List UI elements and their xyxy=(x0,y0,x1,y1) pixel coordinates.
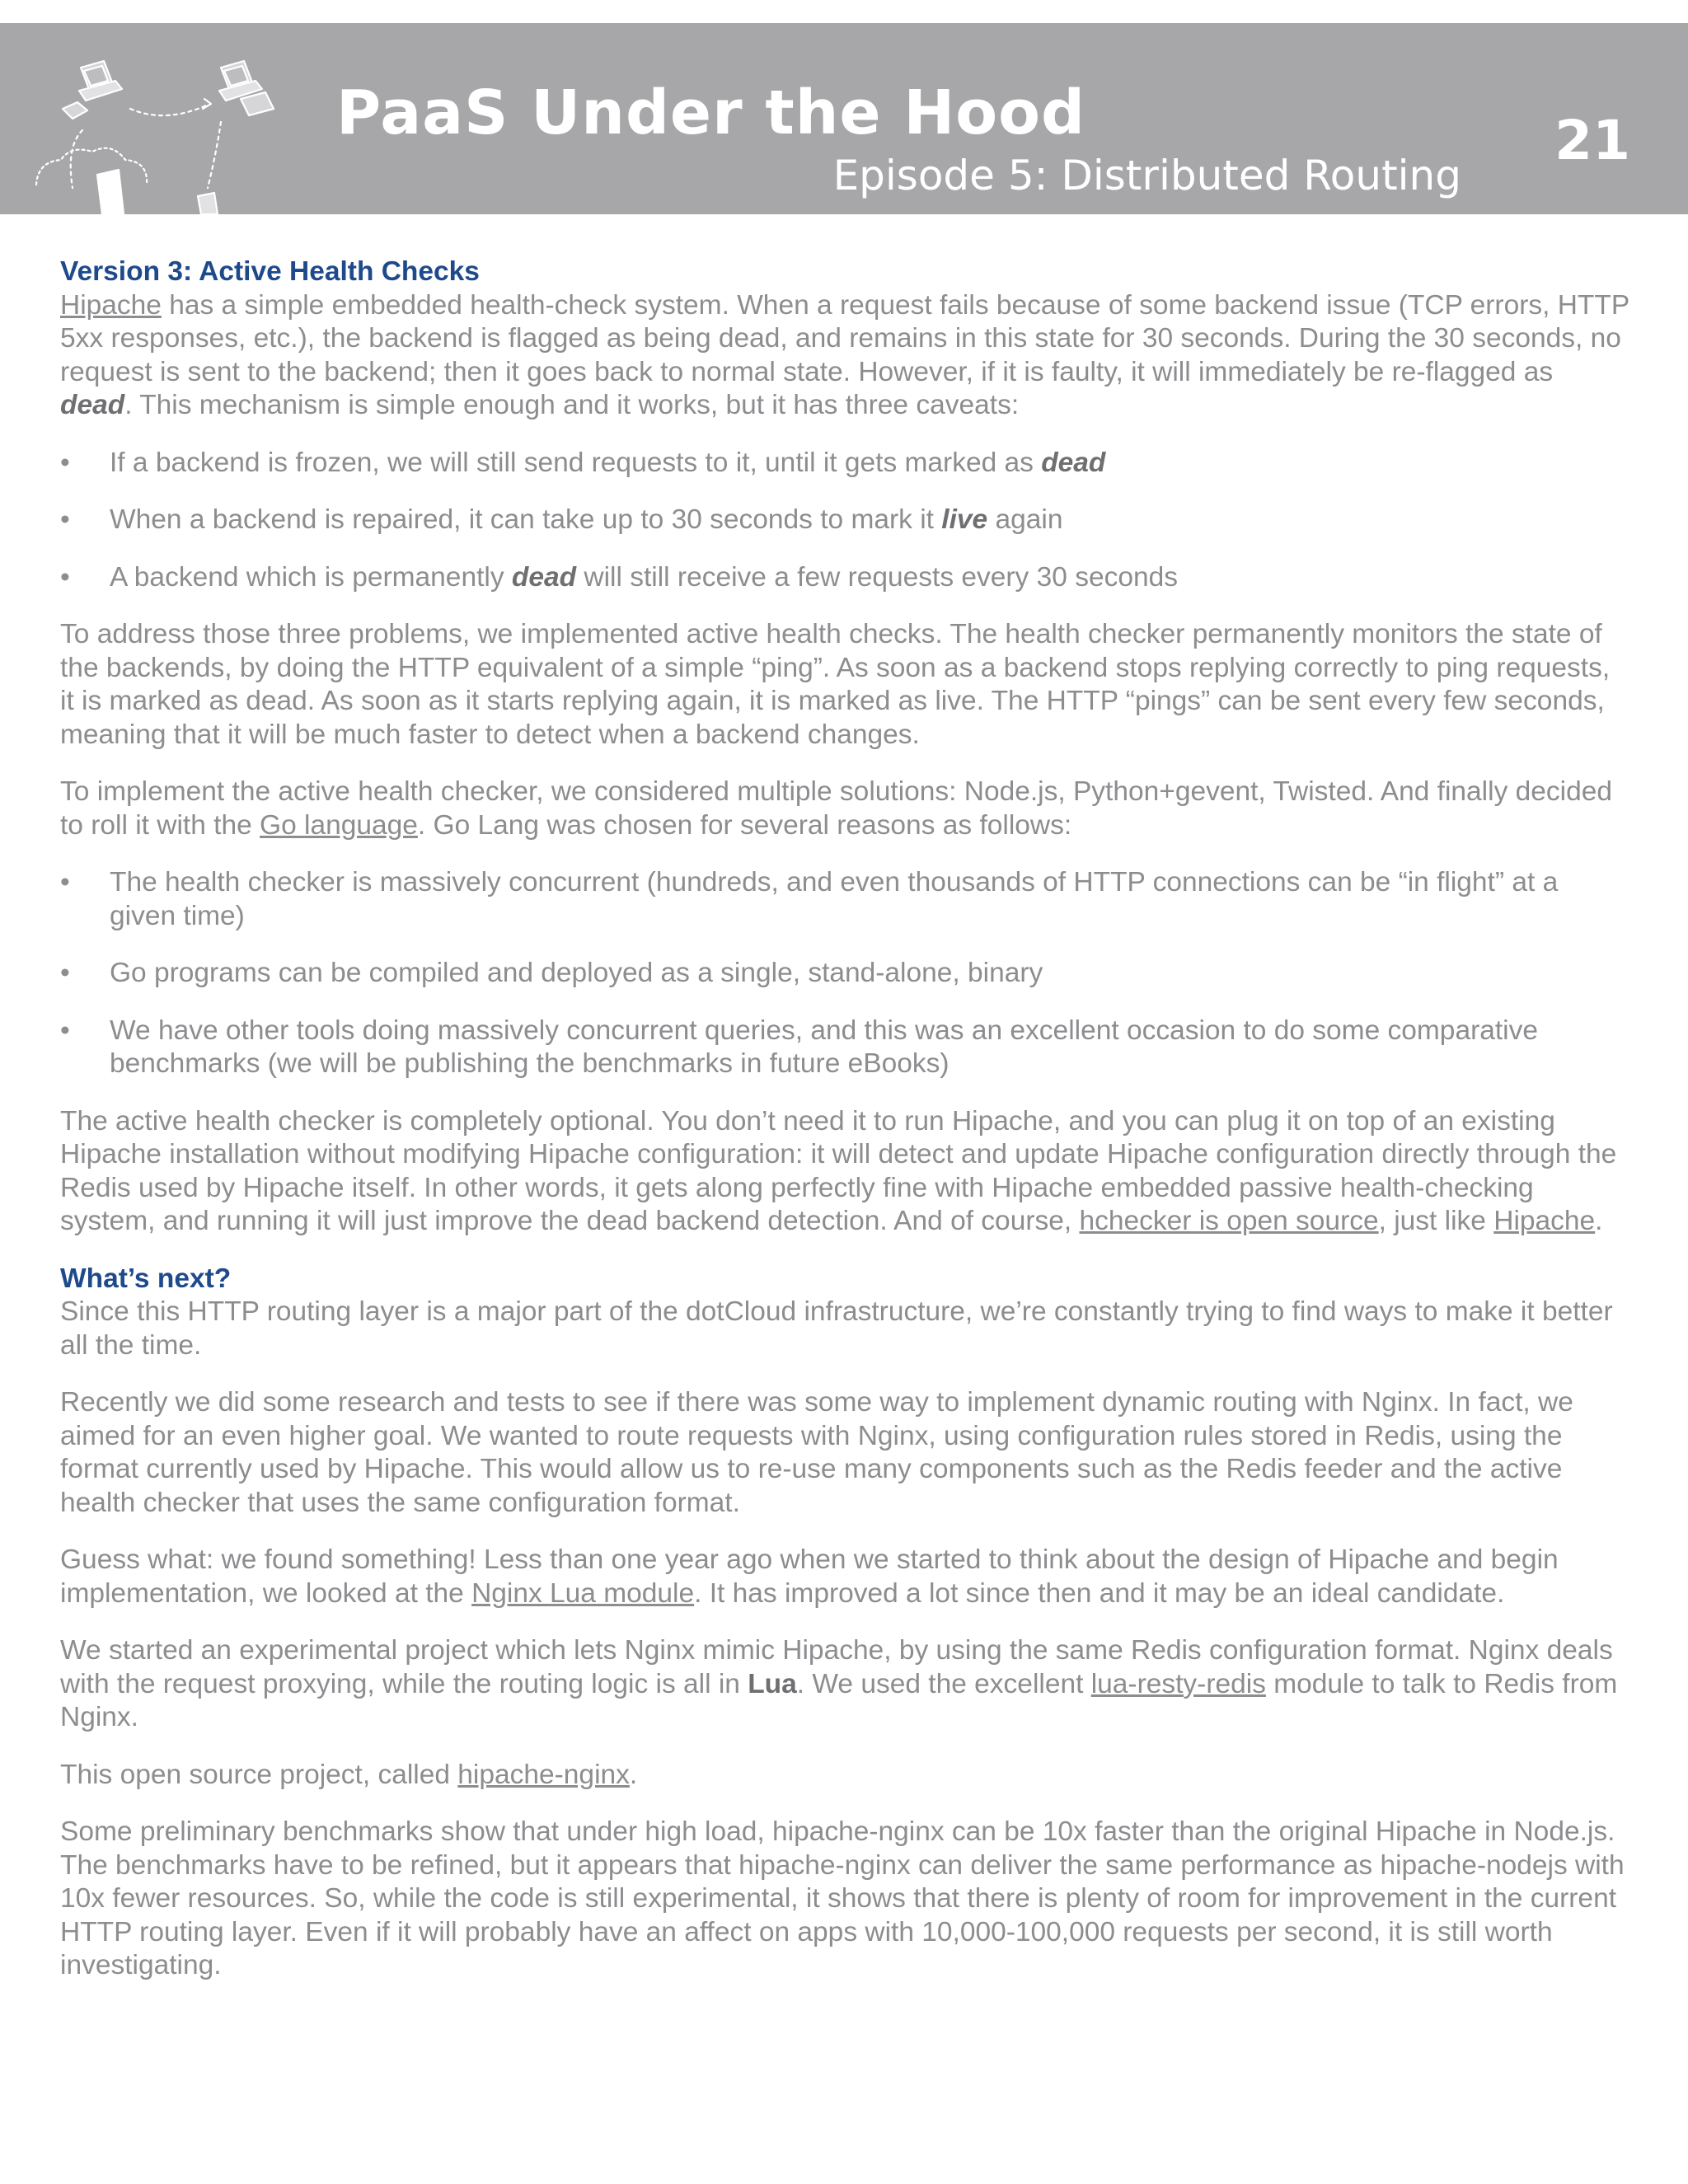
list-item xyxy=(60,447,1630,480)
page-header xyxy=(0,23,1688,214)
paragraph-text: This open source project, called xyxy=(60,1759,458,1790)
section-heading-whats-next: What’s next? xyxy=(60,1263,232,1294)
paragraph-text: . xyxy=(629,1759,638,1790)
paragraph-hipache-intro xyxy=(60,289,1630,423)
paragraph-nginx-research: Recently we did some research and tests to see if there was some way to implement dynamic routing with Nginx. In fact, we aimed for an even higher goal. We wanted to route requests with Nginx, using configuration rules stored in Redis, using the format currently used by Hipache. This would allow us to re-use many components such as the Redis feeder and the active health checker that uses the same configuration format. xyxy=(60,1387,1573,1518)
emphasis-live: live xyxy=(941,504,988,535)
page-content xyxy=(60,255,1630,2007)
paragraph-benchmarks: Some preliminary benchmarks show that under high load, hipache-nginx can be 10x faster than the original Hipache in Node.js. The benchmarks have to be refined, but it appears that hipache-nginx can deliver the same performance as hipache-nodejs with 10x fewer resources. So, while the code is still experimental, it shows that there is plenty of room for improvement in the current HTTP routing layer. Even if it will probably have an affect on apps with 10,000-100,000 requests per second, it is still worth investigating. xyxy=(60,1816,1625,1980)
go-language-link[interactable]: Go language xyxy=(260,809,418,841)
list-item-text: A backend which is permanently xyxy=(110,561,512,593)
list-item-text: When a backend is repaired, it can take up to 30 seconds to mark it xyxy=(110,504,942,535)
list-item: • Go programs can be compiled and deployed as a single, stand-alone, binary xyxy=(60,957,1630,991)
page-number: 21 xyxy=(1554,109,1630,172)
paragraph-text: Guess what: we found something! Less than one year ago when we started to think about the design of Hipache and begin implementation, we looked at the xyxy=(60,1544,1559,1609)
paragraph-text: . We used the excellent xyxy=(796,1668,1091,1699)
paragraph-optional-checker xyxy=(60,1105,1630,1239)
paragraph-experimental-project xyxy=(60,1634,1630,1735)
paragraph-text: has a simple embedded health-check system. When a request fails because of some backend issue (TCP errors, HTTP 5xx responses, etc.), the backend is flagged as being dead, and remains in this state for 30 seconds. During the 30 seconds, no request is sent to the backend; then it goes back to normal state. However, if it is faulty, it will immediately be re-flagged as xyxy=(60,289,1629,387)
paragraph-text: , just like xyxy=(1378,1206,1494,1236)
bold-lua: Lua xyxy=(748,1668,797,1699)
nginx-lua-module-link[interactable]: Nginx Lua module xyxy=(471,1577,695,1609)
hchecker-link[interactable]: hchecker is open source xyxy=(1079,1206,1379,1236)
lua-resty-redis-link[interactable]: lua-resty-redis xyxy=(1090,1668,1266,1699)
section-heading-active-health-checks: Version 3: Active Health Checks xyxy=(60,256,480,287)
caveats-list xyxy=(60,447,1630,595)
paragraph-routing-layer: Since this HTTP routing layer is a major part of the dotCloud infrastructure, we’re constantly trying to find ways to make it better all the time. xyxy=(60,1296,1613,1361)
list-item: • We have other tools doing massively concurrent queries, and this was an excellent occasion to do some comparative benchmarks (we will be publishing the benchmarks in future eBooks) xyxy=(60,1015,1630,1081)
list-item xyxy=(60,561,1630,595)
list-item-text: again xyxy=(987,504,1063,535)
paragraph-text: The active health checker is completely optional. You don’t need it to run Hipache, and you can plug it on top of an existing Hipache installation without modifying Hipache configuration: it will detect and update Hipache configuration directly through the Redis used by Hipache itself. In other words, it gets along perfectly fine with Hipache embedded passive health-checking system, and running it will just improve the dead backend detection. And of course, xyxy=(60,1105,1617,1236)
list-item: • The health checker is massively concurrent (hundreds, and even thousands of HTTP connections can be “in flight” at a given time) xyxy=(60,866,1630,933)
document-title: PaaS Under the Hood xyxy=(336,77,1085,148)
list-item-text: If a backend is frozen, we will still send requests to it, until it gets marked as xyxy=(110,447,1042,478)
list-item xyxy=(60,504,1630,537)
paragraph-text: . It has improved a lot since then and it may be an ideal candidate. xyxy=(694,1577,1505,1609)
reasons-list xyxy=(60,866,1630,1081)
paragraph-text: To implement the active health checker, we considered multiple solutions: Node.js, Python+gevent, Twisted. And finally decided to roll it with the xyxy=(60,776,1612,841)
paragraph-text: . Go Lang was chosen for several reasons as follows: xyxy=(417,809,1072,841)
emphasis-dead: dead xyxy=(60,390,125,420)
paragraph-hipache-nginx xyxy=(60,1759,1630,1793)
paragraph-go-language xyxy=(60,776,1630,842)
hipache-link[interactable]: Hipache xyxy=(1493,1206,1596,1236)
document-subtitle: Episode 5: Distributed Routing xyxy=(832,152,1461,199)
paragraph-text: module to talk to Redis from Nginx. xyxy=(60,1668,1618,1732)
paragraph-active-checks: To address those three problems, we implemented active health checks. The health checker permanently monitors the state of the backends, by doing the HTTP equivalent of a simple “ping”. As soon as a backend stops replying correctly to ping requests, it is marked as dead. As soon as it starts replying again, it is marked as live. The HTTP “pings” can be sent every few seconds, meaning that it will be much faster to detect when a backend changes. xyxy=(60,619,1611,750)
paragraph-text: . xyxy=(1595,1206,1603,1236)
paragraph-text: . This mechanism is simple enough and it works, but it has three caveats: xyxy=(124,390,1020,420)
list-item-text: will still receive a few requests every 30 seconds xyxy=(576,561,1178,593)
emphasis-dead: dead xyxy=(1041,447,1106,478)
paragraph-text: We started an experimental project which lets Nginx mimic Hipache, by using the same Redis configuration format. Nginx deals with the request proxying, while the routing logic is all in xyxy=(60,1635,1613,1699)
hipache-nginx-link[interactable]: hipache-nginx xyxy=(457,1759,630,1790)
network-computers-illustration xyxy=(33,23,305,214)
paragraph-lua-module xyxy=(60,1544,1630,1610)
hipache-link[interactable]: Hipache xyxy=(60,289,162,321)
emphasis-dead: dead xyxy=(511,561,577,593)
